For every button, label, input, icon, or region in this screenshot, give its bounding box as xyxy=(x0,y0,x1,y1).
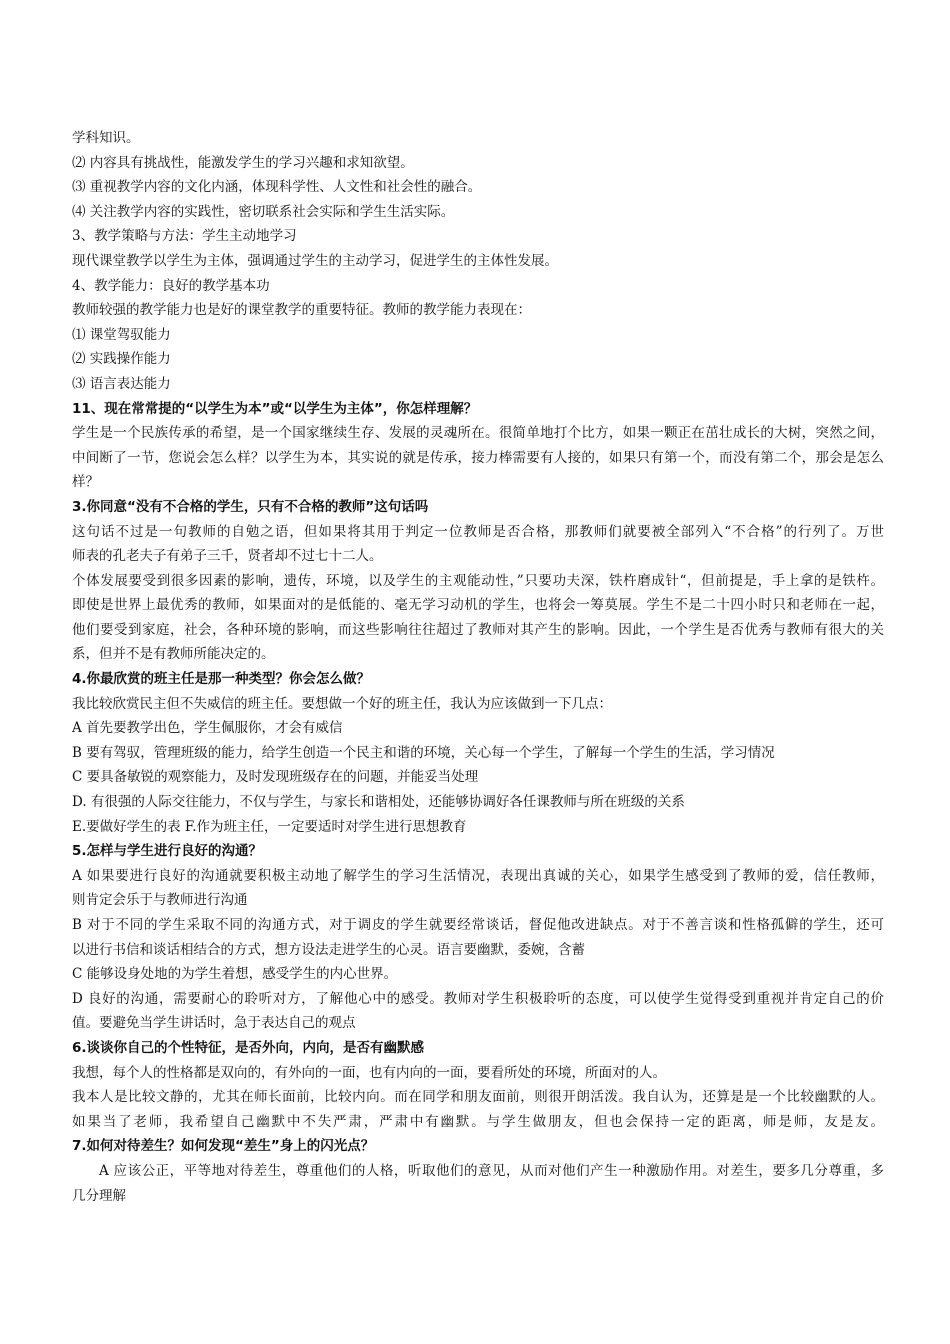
text-line: 以进行书信和谈话相结合的方式，想方设法走进学生的心灵。语言要幽默，委婉，含蓄 xyxy=(72,941,585,958)
question-heading: 5.怎样与学生进行良好的沟通？ xyxy=(72,843,263,860)
text-line: 3、教学策略与方法：学生主动地学习 xyxy=(72,228,297,245)
document-page xyxy=(72,126,884,1208)
text-line: ⑵ 内容具有挑战性，能激发学生的学习兴趣和求知欲望。 xyxy=(72,154,414,171)
text-line: 我本人是比较文静的，尤其在师长面前，比较内向。而在同学和朋友面前，则很开朗活泼。我自认为，还算是是一个比较幽默的人。 xyxy=(72,1089,884,1106)
text-line: A 如果要进行良好的沟通就要积极主动地了解学生的学习生活情况，表现出真诚的关心，如果学生感受到了教师的爱，信任教师， xyxy=(72,867,884,884)
text-line: 现代课堂教学以学生为主体，强调通过学生的主动学习，促进学生的主体性发展。 xyxy=(72,252,558,269)
text-line: 样？ xyxy=(72,474,99,491)
question-heading: 4.你最欣赏的班主任是那一种类型？你会怎么做？ xyxy=(72,671,371,688)
text-line: C 能够设身处地的为学生着想，感受学生的内心世界。 xyxy=(72,966,398,983)
text-line: 系，但并不是有教师所能决定的。 xyxy=(72,646,275,663)
text-line: ⑴ 课堂驾驭能力 xyxy=(72,326,171,343)
text-line: D 良好的沟通，需要耐心的聆听对方，了解他心中的感受。教师对学生积极聆听的态度，可以使学生觉得受到重视并肯定自己的价 xyxy=(72,990,884,1007)
text-line: E.要做好学生的表 F.作为班主任，一定要适时对学生进行思想教育 xyxy=(72,818,467,835)
text-line: 中间断了一节，您说会怎么样？以学生为本，其实说的就是传承，接力棒需要有人接的，如果只有第一个，而没有第二个，那会是怎么 xyxy=(72,449,884,466)
text-line: A 首先要教学出色，学生佩服你，才会有威信 xyxy=(72,720,343,737)
question-heading: 7.如何对待差生？如何发现“差生”身上的闪光点？ xyxy=(72,1138,375,1155)
text-line: 这句话不过是一句教师的自勉之语，但如果将其用于判定一位教师是否合格，那教师们就要被全部列入“不合格”的行列了。万世 xyxy=(72,523,884,540)
text-line: 即使是世界上最优秀的教师，如果面对的是低能的、毫无学习动机的学生，也将会一筹莫展。学生不是二十四小时只和老师在一起， xyxy=(72,597,884,614)
text-line: 师表的孔老夫子有弟子三千，贤者却不过七十二人。 xyxy=(72,548,383,565)
text-line: 如果当了老师，我希望自己幽默中不失严肃，严肃中有幽默。与学生做朋友，但也会保持一定的距离，师是师，友是友。 xyxy=(72,1113,884,1130)
text-line: 我比较欣赏民主但不失威信的班主任。要想做一个好的班主任，我认为应该做到一下几点： xyxy=(72,695,612,712)
text-line: 学科知识。 xyxy=(72,130,140,146)
text-line: 则肯定会乐于与教师进行沟通 xyxy=(72,892,248,909)
text-line: 我想，每个人的性格都是双向的，有外向的一面，也有内向的一面，要看所处的环境，所面对的人。 xyxy=(72,1064,666,1081)
text-line: 4、教学能力：良好的教学基本功 xyxy=(72,277,270,294)
text-line: 个体发展要受到很多因素的影响，遗传，环境，以及学生的主观能动性，”只要功夫深，铁杵磨成针“，但前提是，手上拿的是铁杵。 xyxy=(72,572,884,589)
text-line: C 要具备敏锐的观察能力，及时发现班级存在的问题，并能妥当处理 xyxy=(72,769,479,786)
text-line: B 要有驾驭，管理班级的能力，给学生创造一个民主和谐的环境，关心每一个学生，了解每一个学生的生活，学习情况 xyxy=(72,744,775,761)
text-line: 学生是一个民族传承的希望，是一个国家继续生存、发展的灵魂所在。很简单地打个比方，如果一颗正在茁壮成长的大树，突然之间， xyxy=(72,425,884,442)
text-line: 值。要避免当学生讲话时，急于表达自己的观点 xyxy=(72,1015,356,1032)
text-line: ⑷ 关注教学内容的实践性，密切联系社会实际和学生生活实际。 xyxy=(72,203,455,220)
text-line: A 应该公正，平等地对待差生，尊重他们的人格，听取他们的意见，从而对他们产生一种激励作用。对差生，要多几分尊重，多 xyxy=(99,1162,884,1179)
text-line: ⑶ 重视教学内容的文化内涵，体现科学性、人文性和社会性的融合。 xyxy=(72,179,482,196)
question-heading: 6.谈谈你自己的个性特征，是否外向，内向，是否有幽默感 xyxy=(72,1039,425,1056)
text-line: ⑶ 语言表达能力 xyxy=(72,375,171,392)
text-line: 几分理解 xyxy=(72,1187,126,1204)
question-heading: 3.你同意“没有不合格的学生，只有不合格的教师”这句话吗 xyxy=(72,498,429,515)
text-line: ⑵ 实践操作能力 xyxy=(72,351,171,368)
text-line: B 对于不同的学生采取不同的沟通方式，对于调皮的学生就要经常谈话，督促他改进缺点。对于不善言谈和性格孤僻的学生，还可 xyxy=(72,917,884,933)
question-heading: 11、现在常常提的“以学生为本”或“以学生为主体”，你怎样理解？ xyxy=(72,400,478,417)
text-line: D. 有很强的人际交往能力，不仅与学生，与家长和谐相处，还能够协调好各任课教师与所在班级的关系 xyxy=(72,794,685,811)
text-line: 他们要受到家庭，社会，各种环境的影响，而这些影响往往超过了教师对其产生的影响。因此，一个学生是否优秀与教师有很大的关 xyxy=(72,621,884,638)
text-line: 教师较强的教学能力也是好的课堂教学的重要特征。教师的教学能力表现在： xyxy=(72,302,531,319)
